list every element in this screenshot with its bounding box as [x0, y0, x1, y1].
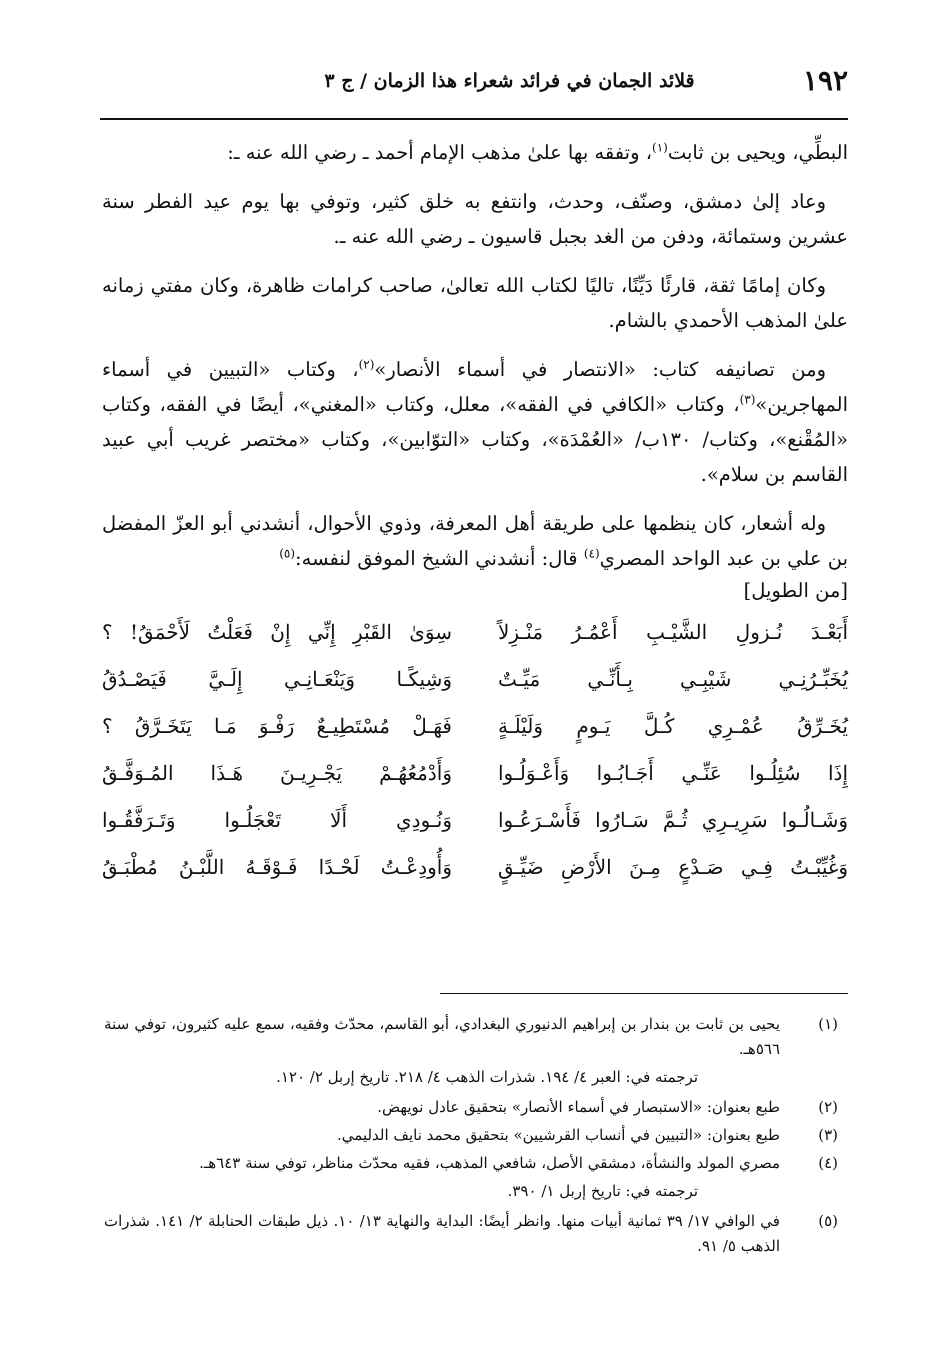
verse	[102, 702, 848, 749]
header-rule	[100, 118, 848, 120]
verse-first-hemistich: وَشَـالُـوا سَرِيـرِي ثُـمَّ سَـارُوا فَأَسْـرَعُـوا	[498, 807, 848, 832]
footnote-reference: ترجمته في: تاريخ إربل ١/ ٣٩٠.	[507, 1182, 698, 1200]
verse-first-hemistich: أَبَعْـدَ نُـزولِ الشَّيْـبِ أَعْمُـرُ مَنْـزِلاً	[498, 619, 848, 644]
footnotes	[104, 1012, 838, 1262]
paragraph-1: البطِّي، ويحيى بن ثابت$^{(١)}$، وتفقه بها علىٰ مذهب الإمام أحمد ـ رضي الله عنه ـ:	[227, 140, 848, 164]
verse-second-hemistich: وَنُـودِي أَلَا تَعْجَلُـوا وَتَـرَفَّقُـوا	[102, 807, 452, 832]
verse-second-hemistich: فَهَـلْ مُسْتَطِيـعٌ رَفْـوَ مَـا يَتَخَـرَّقُ ؟	[102, 713, 452, 738]
footnote-number: (١)	[818, 1015, 838, 1033]
verse-second-hemistich: وَأُودِعْـتُ لَحْـدًا فَـوْقَـهُ اللَّبْـنُ مُطْبَـقُ	[102, 854, 452, 879]
footnote	[104, 1123, 838, 1148]
footnote	[104, 1151, 838, 1176]
paragraph-3: وكان إمامًا ثقة، قارئًا دَيِّنًا، تاليًا لكتاب الله تعالىٰ، صاحب كرامات ظاهرة، وكان مفتي زمانه علىٰ المذهب الأحمدي بالشام.	[102, 274, 848, 332]
footnote-number: (٣)	[818, 1126, 838, 1144]
verse	[102, 655, 848, 702]
footnote-ref-1: (١)	[652, 140, 668, 155]
verse-second-hemistich: سِوَىٰ القَبْرِ إِنِّي إِنْ فَعَلْتُ لَأَحْمَقُ! ؟	[102, 619, 452, 644]
verse	[102, 796, 848, 843]
verse	[102, 608, 848, 655]
footnote-number: (٤)	[818, 1154, 838, 1172]
verse-first-hemistich: وَغُيِّبْـتُ فِـي صَـدْعٍ مِـنَ الأَرْضِ ضَيِّـقٍ	[498, 854, 848, 879]
main-text	[102, 135, 848, 890]
footnote-separator	[440, 993, 848, 994]
footnote	[104, 1095, 838, 1120]
verse-first-hemistich: إِذَا سُئِلُـوا عَنِّـي أَجَـابُـوا وَأَعْـوَلُـوا	[498, 760, 848, 785]
page-number: ١٩٢	[802, 64, 848, 97]
paragraph-4: ومن تصانيفه كتاب: «الانتصار في أسماء الأنصار»$^{(٢)}$، وكتاب «التبيين في أسماء المهاجرين»$^{(٣)}$، وكتاب «الكافي في الفقه»، معلل، وكتاب «المغني»، أيضًا في الفقه، وكتاب «المُقْنع»، وكتاب/ ١٣٠ب/ «العُمْدَة»، وكتاب «التوّابين»، وكتاب «مختصر غريب أبي عبيد القاسم بن سلام».	[102, 357, 848, 486]
verse-second-hemistich: وَأَدْمُعُهُـمْ يَجْـرِيـنَ هَـذَا المُـوَفَّـقُ	[102, 760, 452, 785]
footnote-number: (٥)	[818, 1212, 838, 1230]
verse-first-hemistich: يُخَبِّـرُنِـي شَيْبِـي بِـأَنِّـي مَيِّـتٌ	[498, 666, 848, 691]
running-title: قلائد الجمان في فرائد شعراء هذا الزمان / ج ٣	[324, 70, 695, 92]
page-header	[100, 62, 848, 106]
footnote-text: طبع بعنوان: «الاستبصار في أسماء الأنصار» بتحقيق عادل نويهض.	[377, 1098, 780, 1116]
verse	[102, 843, 848, 890]
footnote-ref-3: (٣)	[739, 392, 756, 407]
footnote-reference: ترجمته في: العبر ٤/ ١٩٤. شذرات الذهب ٤/ ٢١٨. تاريخ إربل ٢/ ١٢٠.	[276, 1068, 698, 1086]
paragraph-2: وعاد إلىٰ دمشق، وصنّف، وحدث، وانتفع به خلق كثير، وتوفي بها يوم عيد الفطر سنة عشرين وستمائة، ودفن من الغد بجبل قاسيون ـ رضي الله عنه ـ.	[102, 190, 848, 248]
footnote-text: مصري المولد والنشأة، دمشقي الأصل، شافعي المذهب، فقيه محدّث مناظر، توفي سنة ٦٤٣هـ.	[199, 1154, 780, 1172]
footnote-ref-2: (٢)	[358, 357, 375, 372]
footnote-text: طبع بعنوان: «التبيين في أنساب القرشيين» بتحقيق محمد نايف الدليمي.	[337, 1126, 780, 1144]
footnote-number: (٢)	[818, 1098, 838, 1116]
verse	[102, 749, 848, 796]
footnote	[104, 1209, 838, 1259]
poem	[102, 608, 848, 890]
footnote	[104, 1012, 838, 1062]
footnote-ref-5: (٥)	[279, 546, 296, 561]
paragraph-5: وله أشعار، كان ينظمها على طريقة أهل المعرفة، وذوي الأحوال، أنشدني أبو العزّ المفضل بن علي بن عبد الواحد المصري$^{(٤)}$ قال: أنشدني الشيخ الموفق لنفسه:$^{(٥)}$	[102, 512, 848, 570]
footnote-ref-4: (٤)	[583, 546, 600, 561]
verse-second-hemistich: وَشِيكًـا وَيَنْعَـانِـي إِلَـيَّ فَيَصْـدُقُ	[102, 666, 452, 691]
footnote-text: يحيى بن ثابت بن بندار بن إبراهيم الدنيوري البغدادي، أبو القاسم، محدّث وفقيه، سمع عليه كثيرون، توفي سنة ٥٦٦هـ.	[104, 1015, 780, 1058]
footnote-text: في الوافي ١٧/ ٣٩ ثمانية أبيات منها. وانظر أيضًا: البداية والنهاية ١٣/ ١٠. ذيل طبقات الحنابلة ٢/ ١٤١. شذرات الذهب ٥/ ٩١.	[104, 1212, 780, 1255]
verse-first-hemistich: يُخَـرِّقُ عُمْـرِي كُـلَّ يَـومٍ وَلَيْلَـةٍ	[498, 713, 848, 738]
poem-meter: [من الطويل]	[743, 579, 848, 602]
